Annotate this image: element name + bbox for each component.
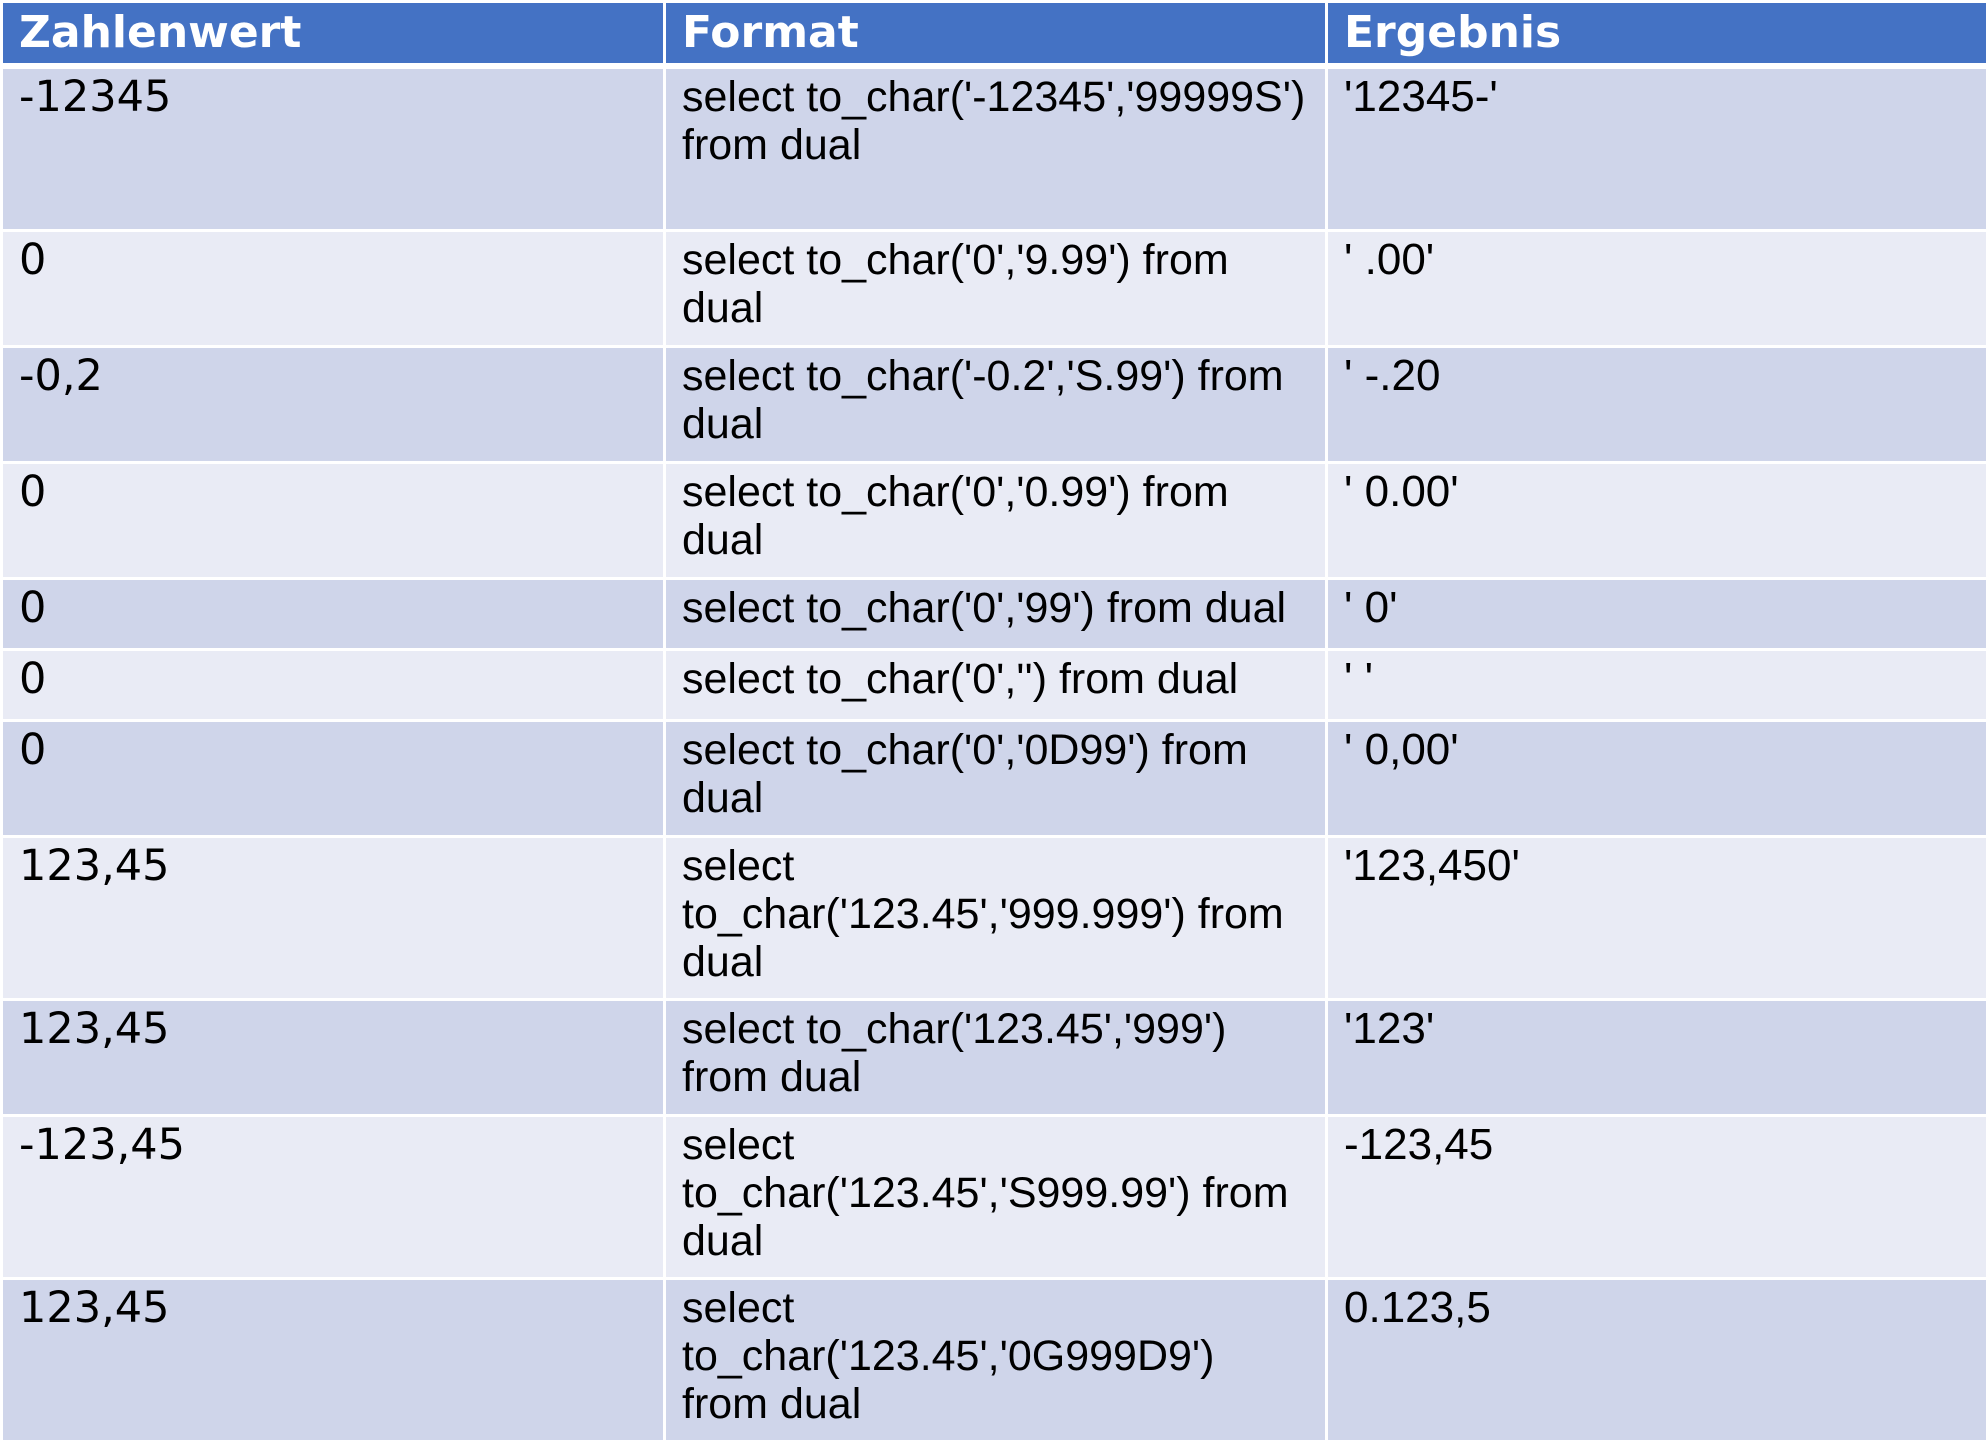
cell-result: ' -.20 [1327, 347, 1986, 463]
table-row [2, 1116, 1986, 1279]
cell-format: select to_char('0','9.99') from dual [665, 231, 1327, 347]
cell-value: 0 [2, 650, 665, 721]
cell-format: select to_char('123.45','999.999') from dual [665, 837, 1327, 1000]
table-row [2, 347, 1986, 463]
cell-result: 0.123,5 [1327, 1279, 1986, 1442]
cell-format: select to_char('0','0.99') from dual [665, 463, 1327, 579]
cell-result: ' ' [1327, 650, 1986, 721]
table-row [2, 650, 1986, 721]
cell-result: ' .00' [1327, 231, 1986, 347]
header-zahlenwert: Zahlenwert [2, 2, 665, 67]
table-row [2, 721, 1986, 837]
cell-format: select to_char('0','99') from dual [665, 579, 1327, 650]
header-ergebnis: Ergebnis [1327, 2, 1986, 67]
cell-value: 123,45 [2, 837, 665, 1000]
cell-value: -123,45 [2, 1116, 665, 1279]
cell-result: ' 0.00' [1327, 463, 1986, 579]
cell-format: select to_char('123.45','0G999D9') from dual [665, 1279, 1327, 1442]
cell-value: -0,2 [2, 347, 665, 463]
table-row [2, 837, 1986, 1000]
table-row [2, 463, 1986, 579]
table-row [2, 66, 1986, 231]
cell-format: select to_char('0','0D99') from dual [665, 721, 1327, 837]
cell-result: '12345-' [1327, 66, 1986, 231]
cell-result: '123' [1327, 1000, 1986, 1116]
table-row [2, 1000, 1986, 1116]
cell-format: select to_char('0','') from dual [665, 650, 1327, 721]
cell-value: 123,45 [2, 1279, 665, 1442]
header-format: Format [665, 2, 1327, 67]
cell-result: ' 0' [1327, 579, 1986, 650]
cell-result: '123,450' [1327, 837, 1986, 1000]
cell-format: select to_char('123.45','S999.99') from dual [665, 1116, 1327, 1279]
cell-value: 0 [2, 463, 665, 579]
table-row [2, 1279, 1986, 1442]
table-row [2, 579, 1986, 650]
cell-value: 123,45 [2, 1000, 665, 1116]
cell-result: -123,45 [1327, 1116, 1986, 1279]
cell-format: select to_char('123.45','999') from dual [665, 1000, 1327, 1116]
cell-value: 0 [2, 721, 665, 837]
cell-value: 0 [2, 579, 665, 650]
cell-value: 0 [2, 231, 665, 347]
cell-result: ' 0,00' [1327, 721, 1986, 837]
header-row [2, 2, 1986, 67]
cell-format: select to_char('-12345','99999S') from dual [665, 66, 1327, 231]
cell-value: -12345 [2, 66, 665, 231]
cell-format: select to_char('-0.2','S.99') from dual [665, 347, 1327, 463]
table-row [2, 231, 1986, 347]
